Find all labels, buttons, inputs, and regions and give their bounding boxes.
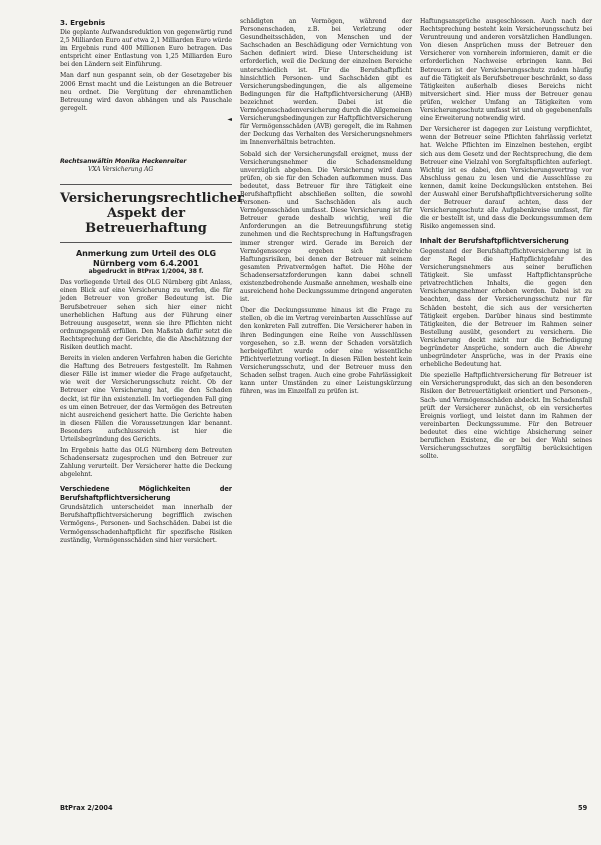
end-mark: ◄ — [227, 115, 232, 123]
column-2 — [240, 18, 412, 399]
paragraph: Die spezielle Haftpflichtversicherung für Betreuer ist ein Versicherungsprodukt, das sich an den besonderen Risiken der Betreuertätigkeit orientiert und Personen-, Sach- und Vermögensschäden abdeckt. Im Schadensfall prüft der Versicherer zunächst, ob ein versichertes Ereignis vorliegt, und leistet dann im Rahmen der vereinbarten Deckungssumme. Für den Betreuer bedeutet dies eine wichtige Absicherung seiner beruflichen Existenz, die er bei der Wahl seines Versicherungsschutzes sorgfältig berücksichtigen sollte. — [420, 372, 592, 461]
column-3 — [420, 18, 592, 464]
paragraph: Der Versicherer ist dagegen zur Leistung verpflichtet, wenn der Betreuer seine Pflichten fahrlässig verletzt hat. Welche Pflichten im Einzelnen bestehen, ergibt sich aus dem Gesetz und der Rechtsprechung, die dem Betreuer eine Vielzahl von Sorgfaltspflichten auferlegt. Wichtig ist es dabei, den Versicherungsvertrag vor Abschluss genau zu lesen und die Ausschlüsse zu kennen, damit keine Deckungslücken entstehen. Bei der Auswahl einer Berufshaftpflichtversicherung sollte der Betreuer darauf achten, dass der Versicherungsschutz alle Aufgabenkreise umfasst, für die er bestellt ist, und dass die Deckungssummen dem Risiko angemessen sind. — [420, 126, 592, 231]
paragraph: Gegenstand der Berufshaftpflichtversicherung ist in der Regel die Haftpflichtgefahr des Versicherungsnehmers aus seiner beruflichen Tätigkeit. Sie umfasst Haftpflichtansprüche privatrechtlichen Inhalts, die gegen den Versicherungsnehmer erhoben werden. Dabei ist zu beachten, dass der Versicherungsschutz nur für Schäden besteht, die sich aus der versicherten Tätigkeit ergeben. Darüber hinaus sind bestimmte Tätigkeiten, die der Betreuer im Rahmen seiner Bestellung ausübt, gesondert zu versichern. Die Versicherung deckt nicht nur die Befriedigung begründeter Ansprüche, sondern auch die Abwehr unbegründeter Ansprüche, was in der Praxis eine erhebliche Bedeutung hat. — [420, 247, 592, 369]
paragraph: Über die Deckungssumme hinaus ist die Frage zu stellen, ob die im Vertrag vereinbarten Ausschlüsse auf den konkreten Fall zutreffen. Die Versicherer haben in ihren Bedingungen eine Reihe von Ausschlüssen vorgesehen, so z.B. wenn der Schaden vorsätzlich herbeigeführt wurde oder eine wissentliche Pflichtverletzung vorliegt. In diesen Fällen besteht kein Versicherungsschutz, und der Betreuer muss den Schaden selbst tragen. Auch eine grobe Fahrlässigkeit kann unter Umständen zu einer Leistungskürzung führen, was im Einzelfall zu prüfen ist. — [240, 307, 412, 396]
paragraph: Sobald sich der Versicherungsfall ereignet, muss der Versicherungsnehmer die Schadensmeldung unverzüglich abgeben. Die Versicherung wird dann prüfen, ob sie für den Schaden aufkommen muss. Das bedeutet, dass Betreuer für ihre Tätigkeit eine Berufshaftpflicht abschließen sollten, die sowohl Personen- und Sachschäden als auch Vermögensschäden umfasst. Diese Versicherung ist für Betreuer gerade deshalb wichtig, weil die Anforderungen an die Betreuungsführung stetig zunehmen und die Rechtsprechung in Haftungsfragen immer strenger wird. Gerade im Bereich der Vermögenssorge ergeben sich zahlreiche Haftungsrisiken, bei denen der Betreuer mit seinem gesamten Privatvermögen haftet. Die Höhe der Schadensersatzforderungen kann dabei schnell existenzbedrohende Ausmaße annehmen, weshalb eine ausreichend hohe Deckungssumme dringend angeraten ist. — [240, 150, 412, 304]
divider — [60, 242, 232, 243]
article-title: Versicherungsrechtlicher Aspekt der Betreuerhaftung — [60, 184, 232, 236]
author-organization: VXA Versicherung AG — [88, 166, 154, 174]
column-1 — [60, 18, 244, 548]
journal-footer: BtPrax 2/2004 — [60, 804, 113, 812]
article-source: abgedruckt in BtPrax 1/2004, 38 f. — [88, 268, 204, 276]
paragraph: schädigten an Vermögen, während der Personenschaden, z.B. bei Verletzung oder Gesundheitsschäden, von Menschen und der Sachschaden an Beschädigung oder Vernichtung von Sachen definiert wird. Diese Unterscheidung ist erforderlich, weil die Deckung der einzelnen Bereiche unterschiedlich ist. Für die Berufshaftpflicht hinsichtlich Personen- und Sachschäden gibt es Versicherungsbedingungen, die als allgemeine Bedingungen für die Haftpflichtversicherung (AHB) bezeichnet werden. Dabei ist die Vermögensschadenversicherung durch die Allgemeinen Versicherungsbedingungen zur Haftpflichtversicherung für Vermögensschäden (AVB) geregelt, die im Rahmen der Deckung das Verhalten des Versicherungsnehmers im Innenverhältnis betrachten. — [240, 18, 412, 147]
section-heading: 3. Ergebnis — [60, 18, 106, 27]
subheading: Inhalt der Berufshaftpflichtversicherung — [420, 237, 569, 246]
article-subtitle: Anmerkung zum Urteil des OLG Nürnberg vom 6.4.2001 — [75, 249, 216, 268]
paragraph: Man darf nun gespannt sein, ob der Gesetzgeber bis 2006 Ernst macht und die Leistungen an die Betreuer neu ordnet. Die Vergütung der ehrenamtlichen Betreuung wird davon abhängen und als Pauschale geregelt. — [60, 72, 232, 112]
paragraph: Das vorliegende Urteil des OLG Nürnberg gibt Anlass, einen Blick auf eine Versicherung zu werfen, die für jeden Betreuer von großer Bedeutung ist. Die Berufsbetreuer sehen sich hier einer nicht unerheblichen Haftung aus der Führung einer Betreuung ausgesetzt, wenn sie ihre Pflichten nicht ordnungsgemäß erfüllen. Den Maßstab dafür setzt die Rechtsprechung der Gerichte, die die Abschätzung der Risiken deutlich macht. — [60, 279, 232, 351]
page-number: 59 — [578, 804, 588, 812]
paragraph: Grundsätzlich unterscheidet man innerhalb der Berufshaftpflichtversicherung begrifflich zwischen Vermögens-, Personen- und Sachschäden. Dabei ist die Vermögensschadenhaftpflicht für spezifische Risiken zuständig, Vermögensschäden sind hier versichert. — [60, 504, 232, 544]
paragraph: Bereits in vielen anderen Verfahren haben die Gerichte die Haftung des Betreuers festgestellt. Im Rahmen dieser Fälle ist immer wieder die Frage aufgetaucht, wie weit der Versicherungsschutz reicht. Ob der Betreuer eine Versicherung hat, die den Schaden deckt, ist für ihn existenziell. Im vorliegenden Fall ging es um einen Betreuer, der das Vermögen des Betreuten nicht ausreichend gesichert hatte. Die Gerichte haben in diesen Fällen die Voraussetzungen klar benannt. Besonders aufschlussreich ist hier die Urteilsbegründung des Gerichts. — [60, 355, 232, 443]
paragraph: Die geplante Aufwandsreduktion von gegenwärtig rund 2,5 Milliarden Euro auf etwa 2,1 Milliarden Euro würde im Ergebnis rund 400 Millionen Euro betragen. Das entspricht einer Entlastung von 1,25 Milliarden Euro bei den Ländern seit Einführung. — [60, 29, 232, 69]
author-name: Rechtsanwältin Monika Heckenreiter — [60, 158, 187, 166]
paragraph: Haftungsansprüche ausgeschlossen. Auch nach der Rechtsprechung besteht kein Versicherungsschutz bei Veruntreuung und anderen vorsätzlichen Handlungen. Von diesen Ansprüchen muss der Betreuer den Versicherer von vornherein informieren, damit er die erforderlichen Nachweise erbringen kann. Bei Betreuern ist der Versicherungsschutz zudem häufig auf die Tätigkeit als Berufsbetreuer beschränkt, so dass Tätigkeiten außerhalb dieses Bereichs nicht mitversichert sind. Hier muss der Betreuer genau prüfen, welcher Umfang an Tätigkeiten vom Versicherungsschutz umfasst ist und ob gegebenenfalls eine Erweiterung notwendig wird. — [420, 18, 592, 123]
paragraph: Im Ergebnis hatte das OLG Nürnberg dem Betreuten Schadensersatz zugesprochen und den Betreuer zur Zahlung verurteilt. Der Versicherer hatte die Deckung abgelehnt. — [60, 447, 232, 479]
subheading: Verschiedene Möglichkeiten der Berufshaftpflichtversicherung — [60, 485, 232, 502]
